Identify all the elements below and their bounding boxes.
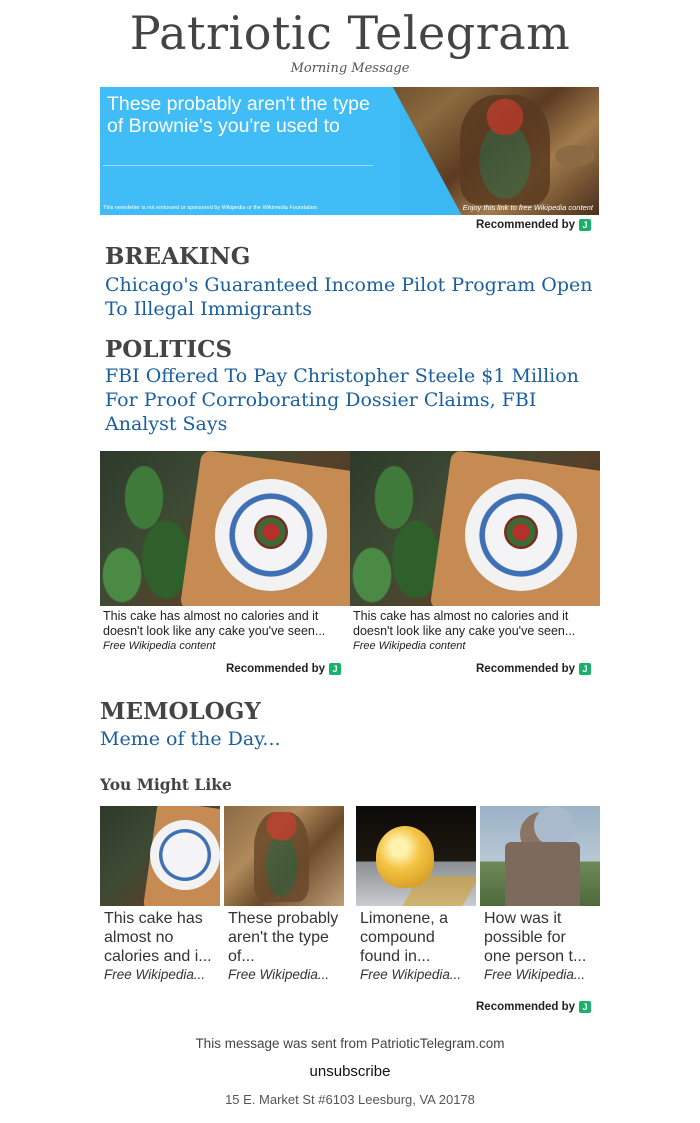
drop-decoration bbox=[376, 826, 434, 888]
recommended-by-badge[interactable] bbox=[476, 219, 591, 231]
rock-decoration bbox=[505, 842, 580, 906]
you-might-like-title: You Might Like bbox=[100, 775, 232, 794]
newsletter-title: Patriotic Telegram bbox=[129, 6, 571, 60]
unsubscribe-link[interactable]: unsubscribe bbox=[309, 1063, 391, 1080]
plate-decoration bbox=[150, 820, 220, 890]
ad-source: Free Wikipedia content bbox=[103, 640, 216, 652]
politics-headline-link[interactable]: FBI Offered To Pay Christopher Steele $1 Million For Proof Corroborating Dossier Claims, FBI Analyst Says bbox=[105, 365, 579, 435]
jeeng-logo-icon: J bbox=[579, 663, 591, 675]
stone-monument-thumbnail[interactable] bbox=[480, 806, 600, 906]
recommendation-card[interactable] bbox=[356, 806, 476, 983]
banner-enjoy-text: Enjoy this link to free Wikipedia content bbox=[462, 203, 593, 212]
ad-source: Free Wikipedia content bbox=[353, 640, 466, 652]
limonene-thumbnail[interactable] bbox=[356, 806, 476, 906]
recommendation-card[interactable] bbox=[480, 806, 600, 983]
bowl-image bbox=[555, 145, 595, 167]
moon-cut-decoration bbox=[534, 806, 574, 846]
recommended-by-label: Recommended by bbox=[476, 219, 576, 231]
section-label-politics: POLITICS bbox=[105, 336, 233, 363]
jeeng-logo-icon: J bbox=[579, 219, 591, 231]
recommended-by-badge[interactable] bbox=[476, 1001, 591, 1013]
recommendation-source: Free Wikipedia... bbox=[228, 967, 330, 982]
recommended-by-label: Recommended by bbox=[476, 663, 576, 675]
section-label-breaking: BREAKING bbox=[105, 243, 251, 270]
banner-headline[interactable]: These probably aren't the type of Brownie's you're used to bbox=[107, 93, 370, 137]
recommendation-card[interactable] bbox=[224, 806, 344, 983]
banner-disclaimer: This newsletter is not endorsed or sponsored by Wikipedia or the Wikimedia Foundation. bbox=[103, 205, 319, 211]
recommendation-caption[interactable]: Limonene, a compound found in... bbox=[360, 910, 449, 965]
recommendation-card[interactable] bbox=[100, 806, 220, 983]
recommendation-caption[interactable]: This cake has almost no calories and i... bbox=[104, 910, 212, 965]
recommendation-caption[interactable]: These probably aren't the type of... bbox=[228, 910, 339, 965]
cake-decoration bbox=[254, 515, 288, 549]
ad-caption[interactable]: This cake has almost no calories and it doesn't look like any cake you've seen... bbox=[353, 609, 576, 638]
recommended-by-label: Recommended by bbox=[226, 663, 326, 675]
ad-card[interactable] bbox=[350, 451, 600, 653]
recommendation-source: Free Wikipedia... bbox=[104, 967, 206, 982]
ad-caption[interactable]: This cake has almost no calories and it doesn't look like any cake you've seen... bbox=[103, 609, 326, 638]
ad-card[interactable] bbox=[100, 451, 350, 653]
masthead bbox=[0, 6, 700, 77]
cake-image[interactable] bbox=[350, 451, 600, 606]
banner-divider bbox=[103, 165, 373, 166]
cake-image[interactable] bbox=[100, 451, 350, 606]
brownie-figure-image bbox=[460, 95, 550, 205]
footer-sent-notice: This message was sent from PatrioticTelegram.com bbox=[195, 1036, 505, 1051]
recommended-by-badge[interactable] bbox=[226, 663, 341, 675]
recommended-by-badge[interactable] bbox=[476, 663, 591, 675]
banner-ad[interactable] bbox=[100, 87, 599, 215]
recommended-by-label: Recommended by bbox=[476, 1001, 576, 1013]
section-label-memology: MEMOLOGY bbox=[100, 698, 261, 725]
recommendation-source: Free Wikipedia... bbox=[484, 967, 586, 982]
footer-address: 15 E. Market St #6103 Leesburg, VA 20178 bbox=[225, 1092, 475, 1107]
brownie-thumbnail[interactable] bbox=[224, 806, 344, 906]
jeeng-logo-icon: J bbox=[329, 663, 341, 675]
jeeng-logo-icon: J bbox=[579, 1001, 591, 1013]
cake-thumbnail[interactable] bbox=[100, 806, 220, 906]
cake-decoration bbox=[504, 515, 538, 549]
breaking-headline-link[interactable]: Chicago's Guaranteed Income Pilot Program Open To Illegal Immigrants bbox=[105, 274, 593, 320]
recommendation-source: Free Wikipedia... bbox=[360, 967, 462, 982]
figure-decoration bbox=[254, 812, 309, 902]
meme-of-the-day-link[interactable]: Meme of the Day... bbox=[100, 728, 281, 750]
recommendation-caption[interactable]: How was it possible for one person t... bbox=[484, 910, 587, 965]
newsletter-tagline: Morning Message bbox=[290, 61, 410, 76]
